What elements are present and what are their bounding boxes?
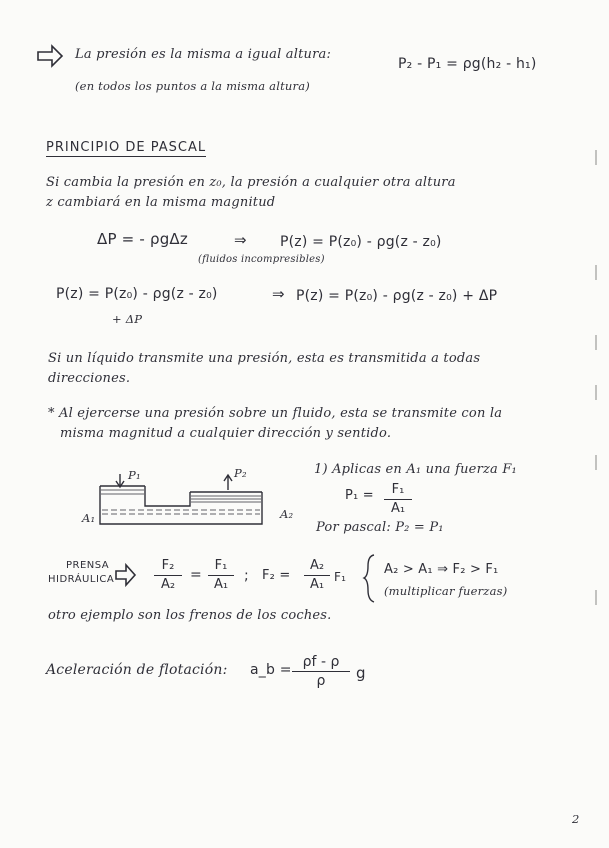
fraction-den: A₁	[390, 501, 406, 516]
note1-line1: La presión es la misma a igual altura:	[75, 47, 332, 62]
press-cond1: A₂ > A₁ ⇒ F₂ > F₁	[384, 562, 499, 577]
press-frac-f1-a1	[208, 558, 234, 593]
flotation-lhs: a_b =	[250, 662, 292, 678]
press-a2: A₂	[160, 577, 176, 592]
diagram-note-fraction	[384, 482, 412, 517]
flotation-label: Aceleración de flotación:	[46, 662, 228, 678]
flotation-num: ρf - ρ	[302, 654, 340, 670]
press-cond2: (multiplicar fuerzas)	[384, 584, 508, 598]
para3-line1: * Al ejercerse una presión sobre un fluido, esta se transmite con la	[48, 406, 503, 421]
press-f2b: F₂ =	[262, 568, 291, 583]
note1-equation: P₂ - P₁ = ρg(h₂ - h₁)	[398, 56, 537, 72]
fraction-num: F₁	[391, 482, 405, 497]
flotation-fraction	[292, 654, 350, 689]
diagram-p1: P₁	[128, 468, 141, 482]
section-title: PRINCIPIO DE PASCAL	[46, 140, 207, 155]
press-f1: F₁	[214, 558, 228, 573]
eq1-left: ΔP = - ρgΔz	[97, 230, 188, 248]
diagram-p2: P₂	[234, 466, 247, 480]
flotation-g: g	[356, 664, 366, 682]
eq2-right: P(z) = P(z₀) - ρg(z - z₀) + ΔP	[296, 288, 498, 304]
press-a1: A₁	[213, 577, 229, 592]
eq1-right: P(z) = P(z₀) - ρg(z - z₀)	[280, 234, 442, 250]
page-number: 2	[572, 812, 580, 826]
diagram-a1: A₁	[82, 511, 96, 525]
para3-line2: misma magnitud a cualquier dirección y sentido.	[60, 426, 392, 441]
example-line: otro ejemplo son los frenos de los coches.	[48, 608, 332, 623]
press-label1: PRENSA	[66, 560, 110, 571]
para2-line2: direcciones.	[48, 371, 131, 386]
press-frac-a2-a1	[304, 558, 330, 593]
press-a2b: A₂	[309, 558, 325, 573]
press-equals: =	[190, 567, 202, 583]
para2-line1: Si un líquido transmite una presión, esta es transmitida a todas	[48, 351, 481, 366]
brace-icon	[364, 555, 374, 602]
diagram-a2: A₂	[280, 507, 294, 521]
hollow-arrow-icon	[38, 46, 62, 66]
diagram-note-line1: 1) Aplicas en A₁ una fuerza F₁	[314, 462, 517, 477]
press-arrow-icon	[116, 565, 135, 585]
eq2-left: P(z) = P(z₀) - ρg(z - z₀)	[56, 286, 218, 302]
diagram-note-p1-label: P₁ =	[345, 488, 374, 503]
eq1-note: (fluidos incompresibles)	[198, 254, 325, 265]
press-f2: F₂	[161, 558, 175, 573]
eq2-under: + ΔP	[112, 312, 143, 326]
press-label2: HIDRÁULICA	[48, 574, 115, 585]
para1-line1: Si cambia la presión en z₀, la presión a cualquier otra altura	[46, 175, 456, 190]
press-sep: ;	[244, 568, 249, 584]
hydraulic-press-diagram	[100, 474, 262, 524]
diagram-note-line3: Por pascal: P₂ = P₁	[316, 520, 444, 535]
eq2-arrow: ⇒	[272, 285, 285, 303]
press-f1b: F₁	[334, 570, 347, 584]
para1-line2: z cambiará en la misma magnitud	[46, 195, 276, 210]
press-a1b: A₁	[309, 577, 325, 592]
flotation-den: ρ	[316, 673, 326, 689]
eq1-arrow: ⇒	[234, 231, 247, 249]
press-frac-f2-a2	[154, 558, 182, 593]
note1-line2: (en todos los puntos a la misma altura)	[75, 79, 310, 93]
